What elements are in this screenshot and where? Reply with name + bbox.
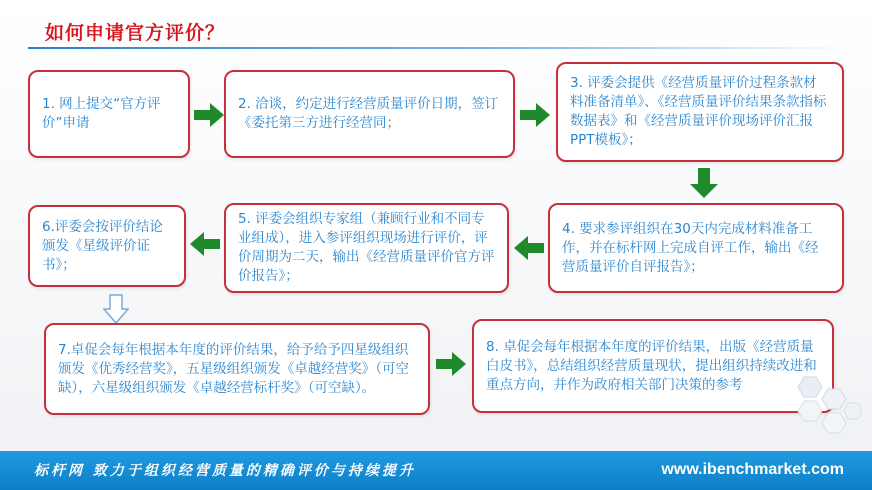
step-4-text: 4. 要求参评组织在30天内完成材料准备工作，并在标杆网上完成自评工作，输出《经营质量评价自评报告》； xyxy=(562,220,819,275)
step-7-box xyxy=(44,323,430,415)
step-6-box xyxy=(28,205,186,287)
step-8-box xyxy=(472,319,834,413)
step-8-text: 8. 卓促会每年根据本年度的评价结果，出版《经营质量白皮书》，总结组织经营质量现状，提出组织持续改进和重点方向，并作为政府相关部门决策的参考 xyxy=(486,338,817,393)
arrow-left-icon xyxy=(190,232,220,256)
footer-url: www.ibenchmarket.com xyxy=(661,461,844,478)
step-5-text: 5. 评委会组织专家组（兼顾行业和不同专业组成），进入参评组织现场进行评价，评价周期为二天，输出《经营质量评价官方评价报告》； xyxy=(238,211,495,284)
step-2-text: 2. 洽谈，约定进行经营质量评价日期，签订《委托第三方进行经营同； xyxy=(238,96,499,131)
step-1-box xyxy=(28,70,190,158)
step-7-text: 7.卓促会每年根据本年度的评价结果，给予给予四星级组织颁发《优秀经营奖》，五星级组织颁发《卓越经营奖》（可空缺），六星级组织颁发《卓越经营标杆奖》（可空缺）。 xyxy=(58,341,409,396)
step-3-box xyxy=(556,62,844,162)
title-divider xyxy=(28,47,848,49)
step-1-text: 1. 网上提交“官方评价”申请 xyxy=(42,96,161,131)
step-5-box xyxy=(224,203,509,293)
hollow-arrow-down-icon xyxy=(103,294,129,324)
decorative-hexagons-icon xyxy=(792,375,862,449)
footer-slogan: 标杆网 致力于组织经营质量的精确评价与持续提升 xyxy=(34,463,416,479)
arrow-right-icon xyxy=(520,103,550,127)
arrow-down-icon xyxy=(690,168,718,198)
arrow-right-icon xyxy=(436,352,466,376)
step-3-text: 3. 评委会提供《经营质量评价过程条款材料准备清单》、《经营质量评价结果条款指标数据表》和《经营质量评价现场评价汇报PPT模板》； xyxy=(570,75,827,148)
step-6-text: 6.评委会按评价结论颁发《星级评价证书》； xyxy=(42,218,163,273)
arrow-right-icon xyxy=(194,103,224,127)
arrow-left-icon xyxy=(514,236,544,260)
step-4-box xyxy=(548,203,844,293)
step-2-box xyxy=(224,70,515,158)
footer-bar xyxy=(0,451,872,490)
page-title: 如何申请官方评价？ xyxy=(45,22,226,44)
